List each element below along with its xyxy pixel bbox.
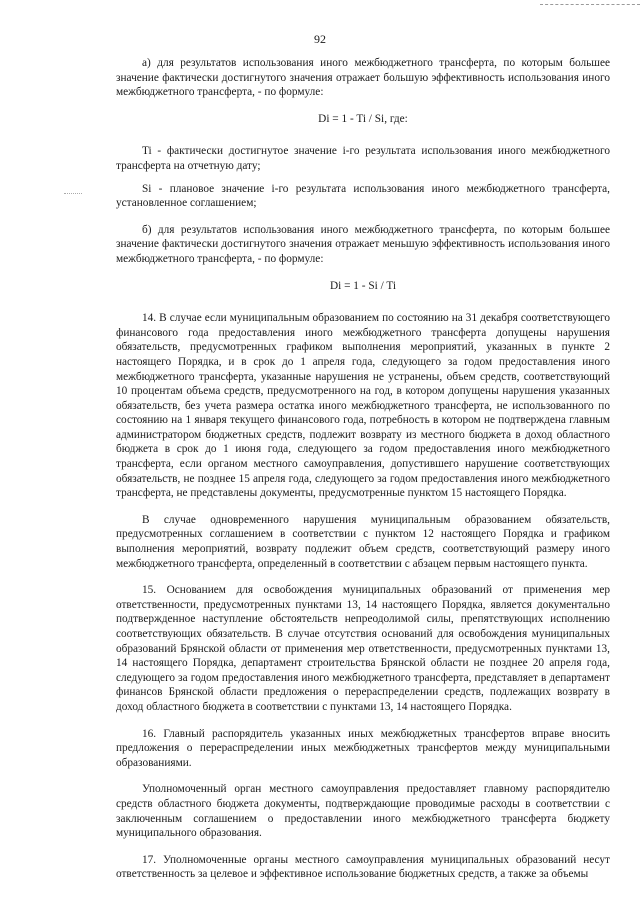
formula-2: Di = 1 - Si / Ti [329, 279, 397, 292]
definition-ti: Ti - фактически достигнутое значение i-го результата использования иного межбюджетного трансферта на отчетную дату; [116, 145, 610, 172]
definition-si: Si - плановое значение i-го результата использования иного межбюджетного трансферта, установленное соглашением; [116, 182, 610, 210]
document-body [116, 56, 610, 894]
margin-mark [64, 193, 82, 194]
scan-edge-line [540, 4, 640, 5]
paragraph-17: 17. Уполномоченные органы местного самоуправления муниципальных образований несут ответственность за целевое и эффективное использование бюджетных средств, а также за объемы [116, 853, 610, 881]
paragraph-15: 15. Основанием для освобождения муниципальных образований от применения мер ответственности, предусмотренных пунктами 13, 14 настоящего Порядка, является документально подтвержденное наступление обстоятельств непреодолимой силы, препятствующих исполнению соответствующих обязательств. В случае отсутствия оснований для освобождения муниципальных образований Брянской области от применения мер ответственности, предусмотренных пунктами 13, 14 настоящего Порядка, департамент строительства Брянской области не позднее 20 апреля года, следующего за годом предоставления иного межбюджетного трансферта, представляет в департамент финансов Брянской области предложения о перераспределении средств, подлежащих возврату в доход областного бюджета в соответствии с пунктами 13, 14 настоящего Порядка. [116, 584, 610, 713]
paragraph-14-2: В случае одновременного нарушения муниципальным образованием обязательств, предусмотренных соглашением в соответствии с пунктом 12 настоящего Порядка и графиком выполнения мероприятий, возврату подлежит объем средств, соответствующий размеру иного межбюджетного трансферта, определенный в соответствии с абзацем первым настоящего пункта. [116, 513, 610, 570]
formula-1: Di = 1 - Ti / Si, где: [318, 112, 408, 125]
paragraph-16-2: Уполномоченный орган местного самоуправления предоставляет главному распорядителю средств областного бюджета документы, подтверждающие проводимые расходы в соответствии с заключенным соглашением о предоставлении иного межбюджетного трансферта бюджету муниципального образования. [116, 783, 610, 840]
page-number: 92 [314, 32, 326, 46]
paragraph-a: а) для результатов использования иного межбюджетного трансферта, по которым большее значение фактически достигнутого значения отражает большую эффективность использования иного межбюджетного трансферта, - по формуле: [116, 57, 610, 99]
paragraph-b: б) для результатов использования иного межбюджетного трансферта, по которым большее значение фактически достигнутого значения отражает меньшую эффективность использования иного межбюджетного трансферта, - по формуле: [116, 223, 610, 265]
paragraph-16: 16. Главный распорядитель указанных иных межбюджетных трансфертов вправе вносить предложения о перераспределении иных межбюджетных трансфертов между муниципальными образованиями. [116, 727, 610, 769]
paragraph-14: 14. В случае если муниципальным образованием по состоянию на 31 декабря соответствующего финансового года предоставления иного межбюджетного трансферта допущены нарушения обязательств, предусмотренных графиком выполнения мероприятий, указанных в пункте 2 настоящего Порядка, и в срок до 1 апреля года, следующего за годом предоставления иного межбюджетного трансферта, указанные нарушения не устранены, объем средств, соответствующий 10 процентам объема средств, предусмотренного на год, в котором допущены нарушения указанных обязательств, без учета размера остатка иного межбюджетного трансферта, не использованного по состоянию на 1 января текущего финансового года, потребность в котором не подтверждена главным администратором бюджетных средств, подлежит возврату из местного бюджета в доход областного бюджета в срок до 1 июня года, следующего за годом предоставления иного межбюджетного трансферта, если органом местного самоуправления, допустившего нарушение соответствующих обязательств, не позднее 15 апреля года, следующего за годом предоставления иного межбюджетного трансферта, не представлены документы, предусмотренные пунктом 15 настоящего Порядка. [116, 312, 610, 500]
